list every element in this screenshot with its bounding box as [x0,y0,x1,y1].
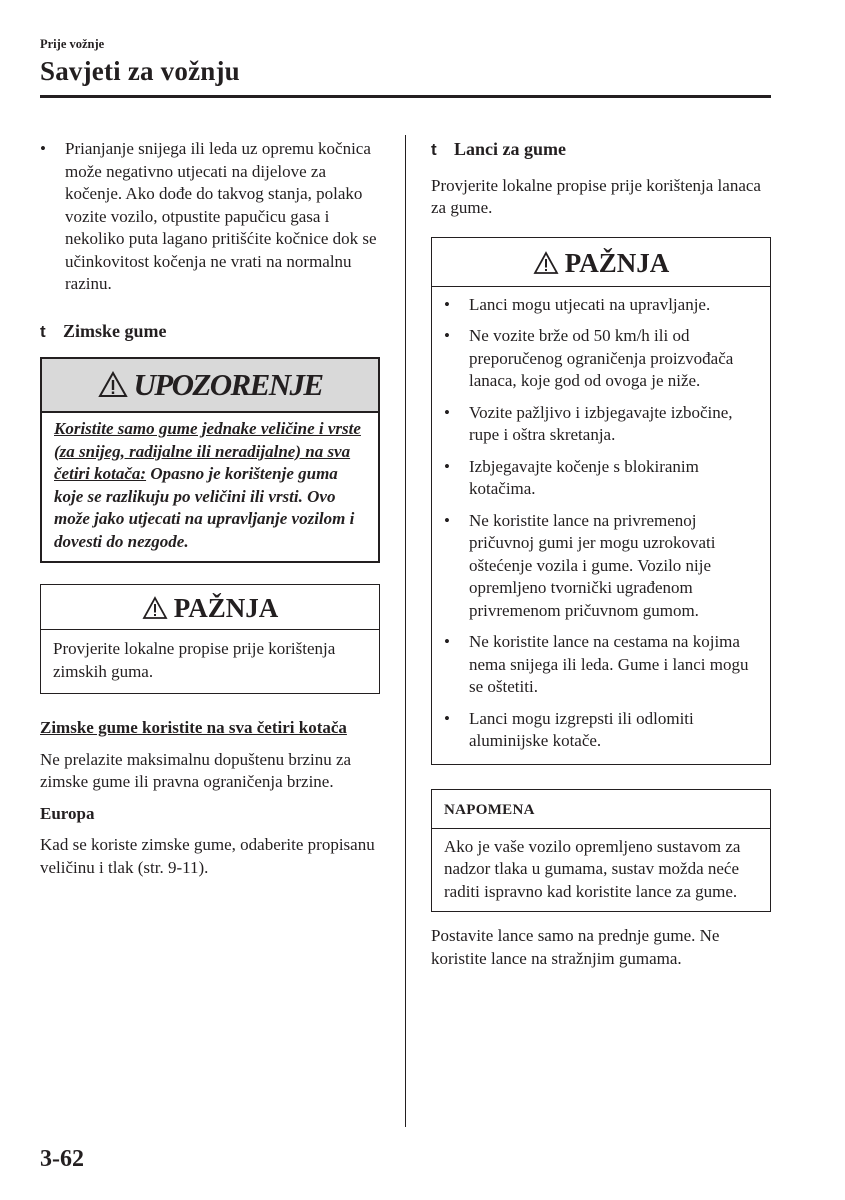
list-item: • Prianjanje snijega ili leda uz opremu kočnica može negativno utjecati na dijelove za kočenje. Ako dođe do takvog stanja, polako vozite vozilo, otpustite papučicu gasa i nekoliko puta lagano pritišćite kočnice dok se učinkovitost kočenja ne vrati na normalnu razinu. [40,138,380,296]
warning-header [42,359,378,413]
right-column [431,138,771,970]
list-item: • Lanci mogu izgrepsti ili odlomiti aluminijske kotače. [444,708,758,753]
warning-title: UPOZORENJE [133,367,323,402]
section-marker: t [431,140,437,159]
europe-heading: Europa [40,803,95,823]
list-item: • Ne koristite lance na cestama na kojima nema snijega ili leda. Gume i lanci mogu se oštetiti. [444,631,758,699]
chains-intro: Provjerite lokalne propise prije korištenja lanaca za gume. [431,175,761,217]
column-divider [405,135,406,1127]
note-title: NAPOMENA [444,801,535,818]
caution-title: PAŽNJA [564,247,670,278]
section-label: Prije vožnje [40,37,105,51]
warning-box [40,357,380,563]
all-wheels-title: Zimske gume koristite na sva četiri kotača [40,718,347,737]
page-title: Savjeti za vožnju [40,56,240,86]
closing-text: Postavite lance samo na prednje gume. Ne koristite lance na stražnjim gumama. [431,926,720,968]
chains-heading-text: Lanci za gume [454,139,566,159]
warning-body [42,413,378,561]
europe-text: Kad se koriste zimske gume, odaberite propisanu veličinu i tlak (str. 9-11). [40,835,375,877]
intro-bullet-list [40,138,380,296]
caution-title: PAŽNJA [173,593,279,623]
chains-heading [431,138,771,162]
header-rule [40,95,771,98]
caution-box-winter [40,584,380,694]
chains-caution-list [444,294,758,753]
caution-body [432,287,770,764]
list-item: • Vozite pažljivo i izbjegavajte izbočine, rupe i oštra skretanja. [444,402,758,447]
note-header [432,790,770,829]
list-item: • Ne vozite brže od 50 km/h ili od preporučenog ograničenja proizvođača lanaca, koje god od ovoga je niže. [444,325,758,393]
winter-tires-heading-text: Zimske gume [63,320,167,341]
caution-triangle-icon [533,251,559,275]
list-item: • Izbjegavajte kočenje s blokiranim kotačima. [444,456,758,501]
page-number: 3-62 [40,1146,84,1172]
winter-tires-heading [40,320,380,344]
all-wheels-text: Ne prelazite maksimalnu dopuštenu brzinu za zimske gume ili pravna ograničenja brzine. [40,749,352,791]
caution-body [41,630,379,693]
caution-triangle-icon [142,596,168,620]
warning-underlined-text: Koristite samo gume jednake veličine i vrste (za snijeg, radijalne ili neradijalne) na sva četiri kotača: [54,419,361,483]
caution-header [41,585,379,630]
caution-text: Provjerite lokalne propise prije korištenja zimskih guma. [53,639,336,681]
note-body [432,829,770,912]
left-column [40,138,380,879]
list-item: • Ne koristite lance na privremenoj pričuvnoj gumi jer mogu uzrokovati oštećenje vozila i gume. Vozilo nije opremljeno tvornički ugrađenom privremenom pričuvnom gumom. [444,510,758,623]
section-marker: t [40,321,46,341]
note-box [431,789,771,913]
caution-box-chains [431,237,771,765]
list-item: • Lanci mogu utjecati na upravljanje. [444,294,758,317]
warning-triangle-icon [98,371,128,398]
warning-text: Opasno je korištenje guma koje se razlikuju po veličini ili vrsti. Ovo može jako utjecati na upravljanje vozilom i dovesti do nezgode. [54,464,355,551]
note-text: Ako je vaše vozilo opremljeno sustavom za nadzor tlaka u gumama, sustav možda neće raditi ispravno kad koristite lance za gume. [444,836,741,901]
caution-header [432,238,770,287]
